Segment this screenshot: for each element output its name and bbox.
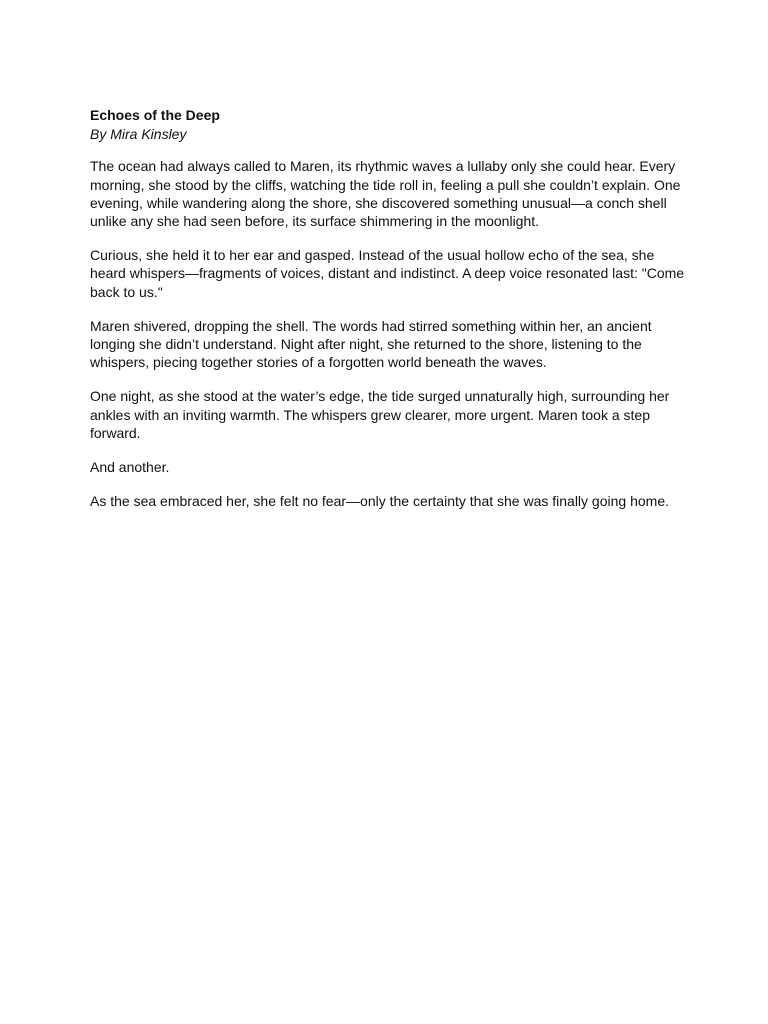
paragraph-6: As the sea embraced her, she felt no fear—only the certainty that she was finally going home. — [90, 493, 669, 510]
paragraph-1: The ocean had always called to Maren, its rhythmic waves a lullaby only she could hear. Every morning, she stood by the cliffs, watching the tide roll in, feeling a pull she couldn’t explain. One evening, while wandering along the shore, she discovered something unusual—a conch shell unlike any she had seen before, its surface shimmering in the moonlight. — [90, 158, 681, 230]
paragraph-3: Maren shivered, dropping the shell. The words had stirred something within her, an ancient longing she didn’t understand. Night after night, she returned to the shore, listening to the whispers, piecing together stories of a forgotten world beneath the waves. — [90, 317, 652, 371]
document-page — [90, 106, 688, 526]
paragraph-2: Curious, she held it to her ear and gasped. Instead of the usual hollow echo of the sea, she heard whispers—fragments of voices, distant and indistinct. A deep voice resonated last: "Come back to us." — [90, 247, 685, 300]
paragraph-5: And another. — [90, 459, 170, 476]
story-byline: By Mira Kinsley — [90, 126, 187, 143]
paragraph-4: One night, as she stood at the water’s edge, the tide surged unnaturally high, surrounding her ankles with an inviting warmth. The whispers grew clearer, more urgent. Maren took a step forward. — [90, 388, 670, 441]
story-title: Echoes of the Deep — [90, 107, 220, 123]
